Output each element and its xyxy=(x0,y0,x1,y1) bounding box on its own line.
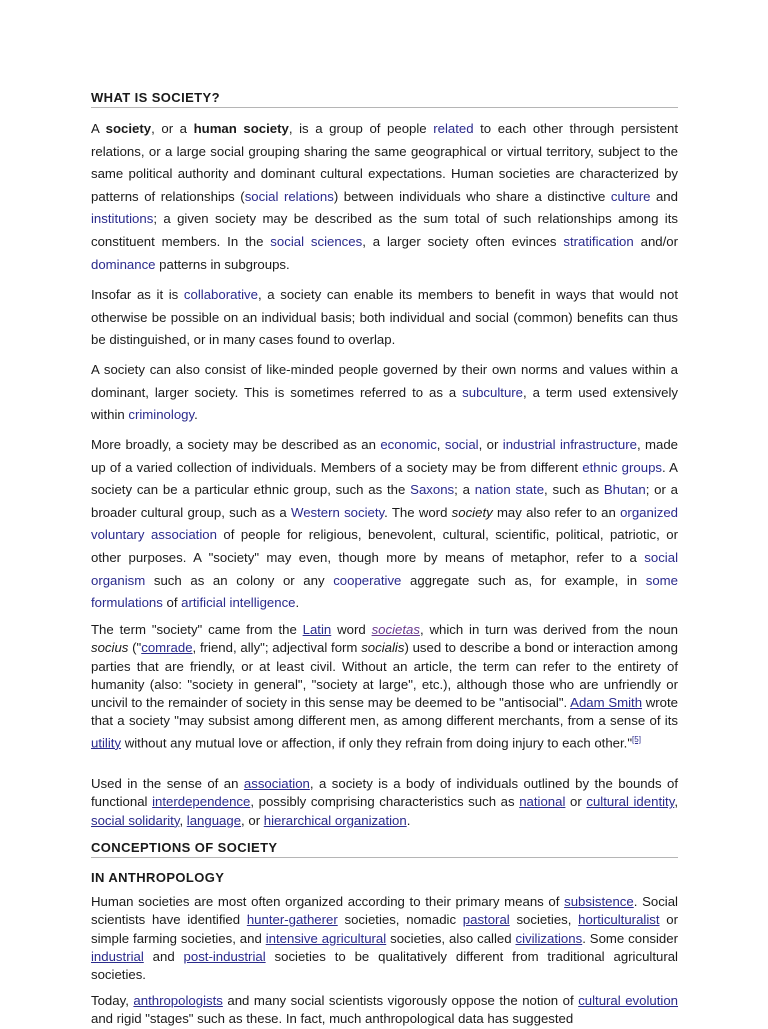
text: societies, nomadic xyxy=(337,912,463,928)
text: Human societies are most often organized according to their primary means of xyxy=(91,894,565,909)
text: of xyxy=(162,595,182,611)
text: ) used to describe a bond or interaction among parties that are friendly, or at least civil. Without an article, the term can refer to the entirety of humanity (also: "society in general", "society at large", etc.), although those who are unfriendly or uncivil to the remainder of society in this sense may be deemed to be "antisocial". xyxy=(91,640,678,711)
paragraph-subsistence xyxy=(91,893,678,984)
paragraph-definition xyxy=(91,118,678,276)
reference-link[interactable]: [5] xyxy=(632,734,641,744)
link-post-industrial[interactable]: post-industrial xyxy=(183,948,266,964)
text: word xyxy=(331,622,372,637)
italic-society: society xyxy=(451,504,493,520)
paragraph-today xyxy=(91,992,678,1029)
text: , or a xyxy=(151,121,194,136)
link-related[interactable]: related xyxy=(433,121,474,136)
text: and xyxy=(143,948,184,964)
text: ; or a broader cultural group, such as a xyxy=(91,482,678,520)
paragraph-subculture xyxy=(91,359,678,427)
text: The term "society" came from the xyxy=(91,622,303,637)
link-hierarchical-organization[interactable]: hierarchical organization xyxy=(263,812,407,828)
text: . xyxy=(295,595,300,611)
text: ; a xyxy=(454,482,475,498)
text: , which in turn was derived from the noun xyxy=(419,622,678,637)
link-economic[interactable]: economic xyxy=(380,437,437,452)
text: , possibly comprising characteristics such as xyxy=(250,794,520,810)
link-nation-state[interactable]: nation state xyxy=(474,482,545,498)
link-hunter-gatherer[interactable]: hunter-gatherer xyxy=(246,912,338,928)
link-dominance[interactable]: dominance xyxy=(91,256,156,272)
link-culture[interactable]: culture xyxy=(610,188,651,204)
link-social-relations[interactable]: social relations xyxy=(244,188,334,204)
link-cultural-identity[interactable]: cultural identity xyxy=(586,794,675,810)
heading-what-is-society: WHAT IS SOCIETY? xyxy=(91,90,678,108)
link-latin[interactable]: Latin xyxy=(302,622,332,637)
bold-term-society: society xyxy=(105,121,152,136)
link-social[interactable]: social xyxy=(444,437,479,452)
italic-socialis: socialis xyxy=(361,640,405,656)
link-some-formulations[interactable]: some formulations xyxy=(91,572,678,611)
text: . A society can be a particular ethnic group, such as the xyxy=(91,459,678,498)
link-ethnic-groups[interactable]: ethnic groups xyxy=(582,459,663,475)
heading-conceptions-of-society: CONCEPTIONS OF SOCIETY xyxy=(91,840,678,858)
link-saxons[interactable]: Saxons xyxy=(410,482,455,498)
link-social-solidarity[interactable]: social solidarity xyxy=(91,812,180,828)
text: A xyxy=(91,121,106,136)
paragraph-association xyxy=(91,775,678,830)
text: may also refer to an xyxy=(492,504,621,520)
text: of people for religious, benevolent, cultural, scientific, political, patriotic, or other purposes. A "society" may even, though more by means of metaphor, refer to a xyxy=(91,527,678,565)
text: and xyxy=(650,188,678,204)
link-industrial-infrastructure[interactable]: industrial infrastructure xyxy=(502,437,637,452)
text: societies, xyxy=(509,912,579,928)
link-social-sciences[interactable]: social sciences xyxy=(270,233,363,249)
text: . The word xyxy=(384,504,452,520)
text: More broadly, a society may be described as an xyxy=(91,437,381,452)
text: , xyxy=(179,812,187,828)
text: Today, xyxy=(91,993,134,1008)
link-adam-smith[interactable]: Adam Smith xyxy=(570,695,643,711)
link-language[interactable]: language xyxy=(186,812,242,828)
link-western-society[interactable]: Western society xyxy=(290,504,385,520)
text: . Social scientists have identified xyxy=(91,894,678,928)
text: . Some consider xyxy=(582,930,678,946)
link-anthropologists[interactable]: anthropologists xyxy=(133,993,223,1008)
text: , a society can enable its members to benefit in ways that would not otherwise be possible on an individual basis; both individual and social (common) benefits can thus be distinguished, or in many cases found to overlap. xyxy=(91,287,678,348)
text: . xyxy=(194,407,198,423)
text: patterns in subgroups. xyxy=(155,256,290,272)
text: , xyxy=(436,437,445,452)
text: , or xyxy=(241,812,264,828)
text: and/or xyxy=(633,233,679,249)
link-criminology[interactable]: criminology xyxy=(128,407,195,423)
text: Insofar as it is xyxy=(91,287,184,302)
text: , xyxy=(674,794,678,810)
text: , such as xyxy=(544,482,604,498)
link-institutions[interactable]: institutions xyxy=(91,211,154,227)
paragraph-collaborative xyxy=(91,284,678,352)
text: societies, also called xyxy=(386,930,516,946)
text: , is a group of people xyxy=(288,121,434,136)
link-organized-voluntary-association[interactable]: organized voluntary association xyxy=(91,504,679,543)
text: to each other through persistent relations, or a large social grouping sharing the same geographical or virtual territory, subject to the same political authority and dominant cultural expectations. Human societies are characterized by patterns of relationships ( xyxy=(91,121,679,204)
text: or simple farming societies, and xyxy=(91,912,678,946)
link-association[interactable]: association xyxy=(243,776,310,791)
text: , made up of a varied collection of individuals. Members of a society may be from different xyxy=(91,437,678,475)
link-social-organism[interactable]: social organism xyxy=(91,549,678,588)
text: ) between individuals who share a distinctive xyxy=(333,188,611,204)
link-cultural-evolution[interactable]: cultural evolution xyxy=(578,993,679,1008)
link-pastoral[interactable]: pastoral xyxy=(462,912,510,928)
bold-term-human-society: human society xyxy=(193,121,289,136)
text: societies to be qualitatively different from traditional agricultural societies. xyxy=(91,948,678,983)
link-stratification[interactable]: stratification xyxy=(563,233,634,249)
link-bhutan[interactable]: Bhutan xyxy=(603,482,646,498)
heading-in-anthropology: IN ANTHROPOLOGY xyxy=(91,870,225,885)
text: , or xyxy=(478,437,503,452)
text: aggregate such as, for example, in xyxy=(401,572,646,588)
text: , a society is a body of individuals outlined by the bounds of functional xyxy=(91,776,678,810)
paragraph-etymology xyxy=(91,621,678,752)
italic-socius: socius xyxy=(91,640,129,656)
text: such as an colony or any xyxy=(145,572,334,588)
text: (" xyxy=(128,640,142,656)
link-utility[interactable]: utility xyxy=(91,735,122,751)
text: . xyxy=(406,812,411,828)
link-subculture[interactable]: subculture xyxy=(462,384,524,400)
text: , a term used extensively within xyxy=(91,384,678,423)
link-horticulturalist[interactable]: horticulturalist xyxy=(578,912,660,928)
link-industrial[interactable]: industrial xyxy=(91,948,144,964)
link-civilizations[interactable]: civilizations xyxy=(515,930,583,946)
link-comrade[interactable]: comrade xyxy=(141,640,193,656)
text: and many social scientists vigorously oppose the notion of xyxy=(222,993,579,1008)
link-cooperative[interactable]: cooperative xyxy=(333,572,402,588)
text: Used in the sense of an xyxy=(91,776,244,791)
text: ; a given society may be described as the sum total of such relationships among its constituent members. In the xyxy=(91,211,678,249)
text: A society can also consist of like-minded people governed by their own norms and values within a dominant, larger society. This is sometimes referred to as a xyxy=(91,362,678,400)
text: , a larger society often evinces xyxy=(362,233,564,249)
text: wrote that a society "may subsist among different men, as among different merchants, from a sense of its xyxy=(91,695,678,729)
paragraph-broadly xyxy=(91,434,678,615)
text: and rigid "stages" such as these. In fact, much anthropological data has suggested xyxy=(91,1011,574,1027)
text: , friend, ally"; adjectival form xyxy=(192,640,362,656)
link-artificial-intelligence[interactable]: artificial intelligence xyxy=(181,595,296,611)
text: or xyxy=(565,794,587,810)
link-interdependence[interactable]: interdependence xyxy=(152,794,251,810)
link-intensive-agricultural[interactable]: intensive agricultural xyxy=(265,930,387,946)
link-societas[interactable]: societas xyxy=(371,622,420,637)
link-collaborative[interactable]: collaborative xyxy=(183,287,258,302)
link-subsistence[interactable]: subsistence xyxy=(564,894,634,909)
text: without any mutual love or affection, if only they refrain from doing injury to each other." xyxy=(121,735,633,751)
link-national[interactable]: national xyxy=(519,794,566,810)
